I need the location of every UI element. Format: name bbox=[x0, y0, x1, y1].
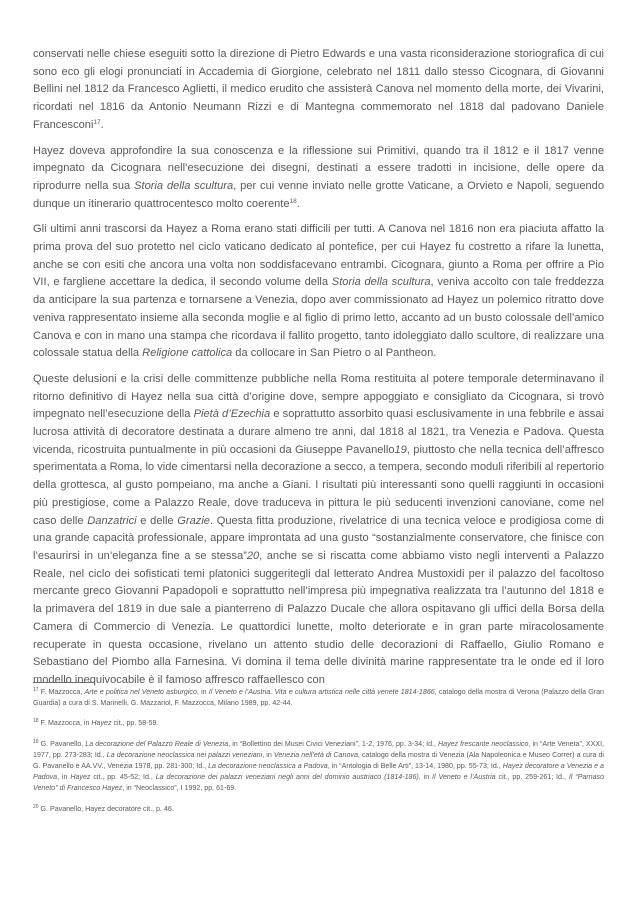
text-run: , in bbox=[57, 773, 71, 782]
text-run: , in “Bollettino dei Musei Civici Veneziani”, 1-2, 1976, pp. 3-34; Id., bbox=[228, 739, 438, 748]
text-run: , in “Neoclassico”, I 1992, pp. 61-69. bbox=[122, 784, 237, 793]
italic-run: Il Veneto e l’Austria. Vita e cultura artistica nelle città venete 1814-1866 bbox=[208, 688, 435, 696]
text-run: , in bbox=[262, 750, 274, 759]
text-run: . bbox=[296, 197, 300, 210]
footnote-19 bbox=[33, 739, 604, 795]
italic-run: Religione cattolica bbox=[142, 347, 233, 360]
footnote-divider bbox=[33, 682, 95, 683]
text-run: e soprattutto assorbito quasi esclusivamente in una febbrile e assai lucrosa attività di decoratore destinata a durare almeno tre anni, dal 1818 al 1821, tra Venezia e Padova. Questa vicenda, ricostruita puntualmente in più occasioni da Giuseppe Pavanello bbox=[33, 408, 604, 456]
italic-run: Grazie bbox=[177, 514, 210, 527]
footnote-18 bbox=[33, 718, 604, 729]
text-run: , anche se si riscatta come abbiamo visto negli interventi a Palazzo Reale, nel ciclo dei sofisticati temi platonici suggeritegli dal letterato Andrea Mustoxidi per il palazzo del facoltoso mercante greco Giovanni Papadopoli e soprattutto nell’impresa più impegnativa realizzata tra l’autunno del 1818 e la primavera del 1819 in due sale a pianterreno di Palazzo Ducale che allora ospitavano gli uffici della Borsa della Camera di Commercio di Venezia. Le quattordici lunette, molto deteriorate e in gran parte miracolosamente recuperate in questa occasione, rivelano un attento studio delle decorazioni di Raffaello, Giulio Romano e Sebastiano del Piombo alla Farnesina. Vi domina il tema delle divinità marine rappresentate tra le onde ed il loro modello inequivocabile è il famoso affresco raffaellesco con bbox=[33, 549, 605, 686]
text-run: cit., pp. 58-59. bbox=[111, 719, 159, 728]
text-run: . Questa fitta produzione, rivelatrice di una tecnica veloce e prodigiosa come di una grande capacità professionale, appare improntata ad una gusto “sostanzialmente conservatore, che finisce con l’esaurirsi in un’eleganza fine a se stessa” bbox=[33, 514, 604, 562]
text-run: , in “Arte Veneta”, XXXI, 1977, pp. 273-283; Id., bbox=[33, 739, 605, 759]
footnote-ref: 19 bbox=[33, 738, 39, 745]
text-run: , in bbox=[196, 688, 209, 696]
italic-run: Hayez bbox=[70, 773, 91, 782]
text-run: Gli ultimi anni trascorsi da Hayez a Roma erano stati difficili per tutti. A Canova nel 1816 non era piaciuta affatto la prima prova del suo protetto nel ciclo vaticano dedicato al pontefice, per cui Hayez fu costretto a rifare la lunetta, anche se con esiti che ancora una volta non soddisfacevano entrambi. Cicognara, giunto a Roma per offrire a Pio VII, e fargliene accettare la dedica, il secondo volume della bbox=[33, 223, 604, 289]
text-run: , in “Antologia di Belle Arti”, 13-14, 1980, pp. 55-73; Id., bbox=[327, 762, 503, 771]
italic-run: 19 bbox=[394, 443, 407, 456]
paragraph-3 bbox=[33, 221, 604, 363]
footnote-ref: 18 bbox=[289, 197, 297, 205]
text-run: G. Pavanello, Hayez decoratore cit., p. 46. bbox=[38, 804, 174, 813]
italic-run: La decorazione neoclassica a Padova bbox=[208, 762, 328, 771]
footnote-20 bbox=[33, 804, 604, 815]
text-run: , veniva accolto con tale freddezza da anticipare la sua partenza e tornarsene a Venezia, dopo aver commissionato ad Hayez un polemico ritratto dove veniva rappresentato insieme alla seconda moglie e al figlio di primo letto, accanto ad un busto colossale dell’amico Canova e con in mano una stampa che ricordava il fallito progetto, tanto idoleggiato dallo scultore, di realizzare una colossale statua della bbox=[33, 276, 604, 360]
paragraph-2 bbox=[33, 143, 604, 214]
italic-run: Pietà d’Ezechia bbox=[193, 408, 271, 421]
paragraph-1 bbox=[33, 46, 604, 135]
text-run: , per cui venne inviato nelle grotte Vaticane, a Orvieto e Napoli, seguendo dunque un itinerario quattrocentesco molto coerente bbox=[33, 179, 604, 210]
italic-run: Hayez decoratore a Venezia e a Padova bbox=[33, 762, 604, 782]
text-run: e delle bbox=[136, 514, 178, 527]
text-run: F. Mazzocca, bbox=[38, 688, 85, 696]
italic-run: Il “Parnaso Veneto” di Francesco Hayez bbox=[33, 773, 605, 793]
text-run: , catalogo della mostra di Verona (Palazzo della Gran Guardia) a cura di S. Marinelli, G. Mazzariol, F. Mazzocca, Milano 1989, pp. 42-44. bbox=[33, 688, 604, 708]
italic-run: Venezia nell’età di Canova bbox=[273, 750, 358, 759]
footnote-ref: 20 bbox=[33, 803, 39, 810]
text-run: cit., pp. 45-52; Id., bbox=[90, 773, 156, 782]
text-run: Hayez doveva approfondire la sua conoscenza e la riflessione sui Primitivi, quando tra il 1812 e il 1817 venne impegnato da Cicognara nell’esecuzione dei disegni, destinati a essere tradotti in incisione, delle opere da riprodurre nella sua bbox=[33, 144, 604, 192]
italic-run: Hayez bbox=[91, 719, 112, 728]
paragraph-4 bbox=[33, 371, 604, 690]
text-run: cit., pp. 259-261; Id., bbox=[495, 773, 569, 782]
italic-run: La decorazione del Palazzo Reale di Venezia bbox=[85, 739, 229, 748]
footnote-ref: 18 bbox=[33, 718, 39, 725]
text-run: Queste delusioni e la crisi delle committenze pubbliche nella Roma restituita al potere temporale determinavano il ritorno definitivo di Hayez nella sua città d’origine dove, sempre appoggiato e consigliato da Cicognara, si trovò impegnato nell’esecuzione della bbox=[33, 372, 604, 421]
italic-run: Danzatrici bbox=[87, 514, 137, 527]
italic-run: La decorazione dei palazzi veneziani negli anni del dominio austriaco (1814-186) bbox=[155, 773, 419, 782]
italic-run: Arte e politica nel Veneto asburgico bbox=[84, 688, 197, 696]
footnotes bbox=[33, 687, 604, 824]
text-run: G. Pavanello, bbox=[38, 739, 86, 748]
text-run: , catalogo della mostra di Venezia (Ala Napoleonica e Museo Correr) a cura di G. Pavanello e AA.VV., Venezia 1978, pp. 281-300; Id., bbox=[33, 750, 605, 771]
text-run: da collocare in San Pietro o al Pantheon. bbox=[232, 347, 437, 360]
main-text bbox=[33, 46, 604, 690]
italic-run: La decorazione neoclassica nei palazzi veneziani bbox=[106, 750, 263, 759]
text-run: F. Mazzocca, in bbox=[38, 719, 92, 728]
text-run: , in bbox=[418, 773, 433, 782]
text-run: , piuttosto che nella tecnica dell’affresco sperimentata a Roma, lo vide cimentarsi nella decorazione a secco, a tempera, secondo moduli riferibili al repertorio della grottesca, al gusto pompeiano, ma anche a Giani. I risultati più interessanti sono quelli raggiunti in occasioni più prestigiose, come a Palazzo Reale, dove traduceva in pittura le più seducenti invenzioni canoviane, come nel caso delle bbox=[33, 443, 604, 527]
italic-run: Storia della scultura bbox=[331, 276, 431, 289]
footnote-ref: 17 bbox=[33, 687, 39, 693]
italic-run: Storia della scultura bbox=[134, 179, 234, 192]
italic-run: Il Veneto e l’Austria bbox=[432, 773, 496, 782]
footnote-17 bbox=[33, 687, 604, 709]
italic-run: 20 bbox=[246, 549, 260, 562]
text-run: conservati nelle chiese eseguiti sotto la direzione di Pietro Edwards e una vasta riconsiderazione storiografica di cui sono eco gli elogi pronunciati in Accademia di Giorgione, celebrato nel 1811 dallo stesso Cicognara, di Giovanni Bellini nel 1812 da Francesco Aglietti, il medico erudito che assisterà Canova nel momento della morte, dei Vivarini, ricordati nel 1816 da Antonio Neumann Rizzi e di Mantegna commemorato nel 1818 dal padovano Daniele Francesconi bbox=[33, 48, 604, 131]
text-run: . bbox=[100, 118, 104, 131]
footnote-ref: 17 bbox=[93, 118, 101, 126]
italic-run: Hayez frescante neoclassico bbox=[438, 739, 529, 748]
